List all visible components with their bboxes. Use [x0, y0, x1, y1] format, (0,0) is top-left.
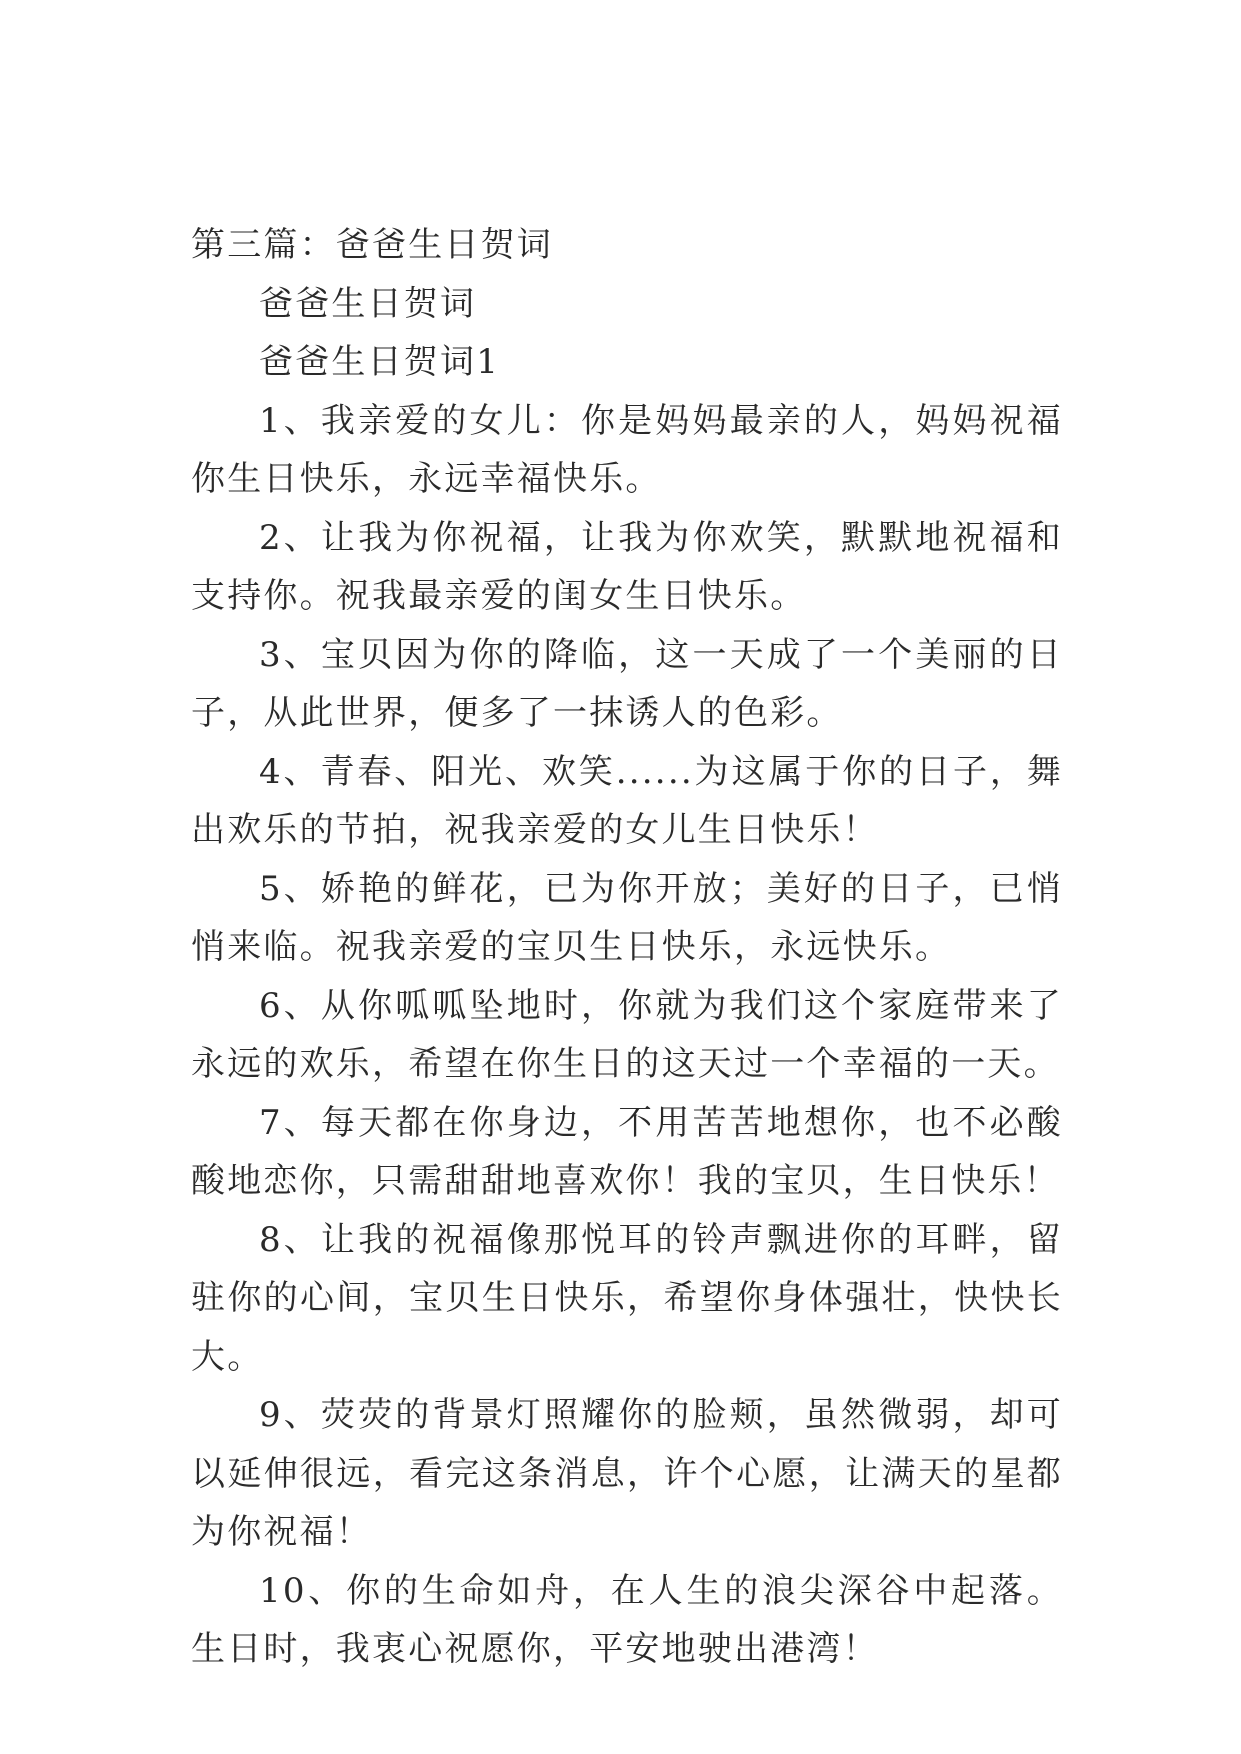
paragraph-10: 10、你的生命如舟，在人生的浪尖深谷中起落。生日时，我衷心祝愿你，平安地驶出港湾！ — [191, 1570, 1063, 1669]
paragraph-4: 4、青春、阳光、欢笑......为这属于你的日子，舞出欢乐的节拍，祝我亲爱的女儿生日快乐！ — [191, 751, 1063, 850]
paragraph-9: 9、荧荧的背景灯照耀你的脸颊，虽然微弱，却可以延伸很远，看完这条消息，许个心愿，让满天的星都为你祝福！ — [191, 1395, 1063, 1552]
paragraph-1: 1、我亲爱的女儿：你是妈妈最亲的人，妈妈祝福你生日快乐，永远幸福快乐。 — [191, 400, 1063, 499]
paragraph-2: 2、让我为你祝福，让我为你欢笑，默默地祝福和支持你。祝我最亲爱的闺女生日快乐。 — [191, 517, 1063, 616]
paragraph-7: 7、每天都在你身边，不用苦苦地想你，也不必酸酸地恋你，只需甜甜地喜欢你！我的宝贝，生日快乐！ — [191, 1102, 1063, 1201]
document-subtitle: 爸爸生日贺词 — [259, 283, 477, 324]
document-body — [191, 216, 1063, 1679]
paragraph-8: 8、让我的祝福像那悦耳的铃声飘进你的耳畔，留驻你的心间，宝贝生日快乐，希望你身体强壮，快快长大。 — [191, 1219, 1063, 1377]
paragraph-3: 3、宝贝因为你的降临，这一天成了一个美丽的日子，从此世界，便多了一抹诱人的色彩。 — [191, 634, 1063, 733]
document-title: 第三篇：爸爸生日贺词 — [191, 225, 553, 265]
paragraph-6: 6、从你呱呱坠地时，你就为我们这个家庭带来了永远的欢乐，希望在你生日的这天过一个幸福的一天。 — [191, 985, 1063, 1084]
paragraph-5: 5、娇艳的鲜花，已为你开放；美好的日子，已悄悄来临。祝我亲爱的宝贝生日快乐，永远快乐。 — [191, 868, 1063, 967]
section-heading: 爸爸生日贺词1 — [259, 342, 501, 382]
